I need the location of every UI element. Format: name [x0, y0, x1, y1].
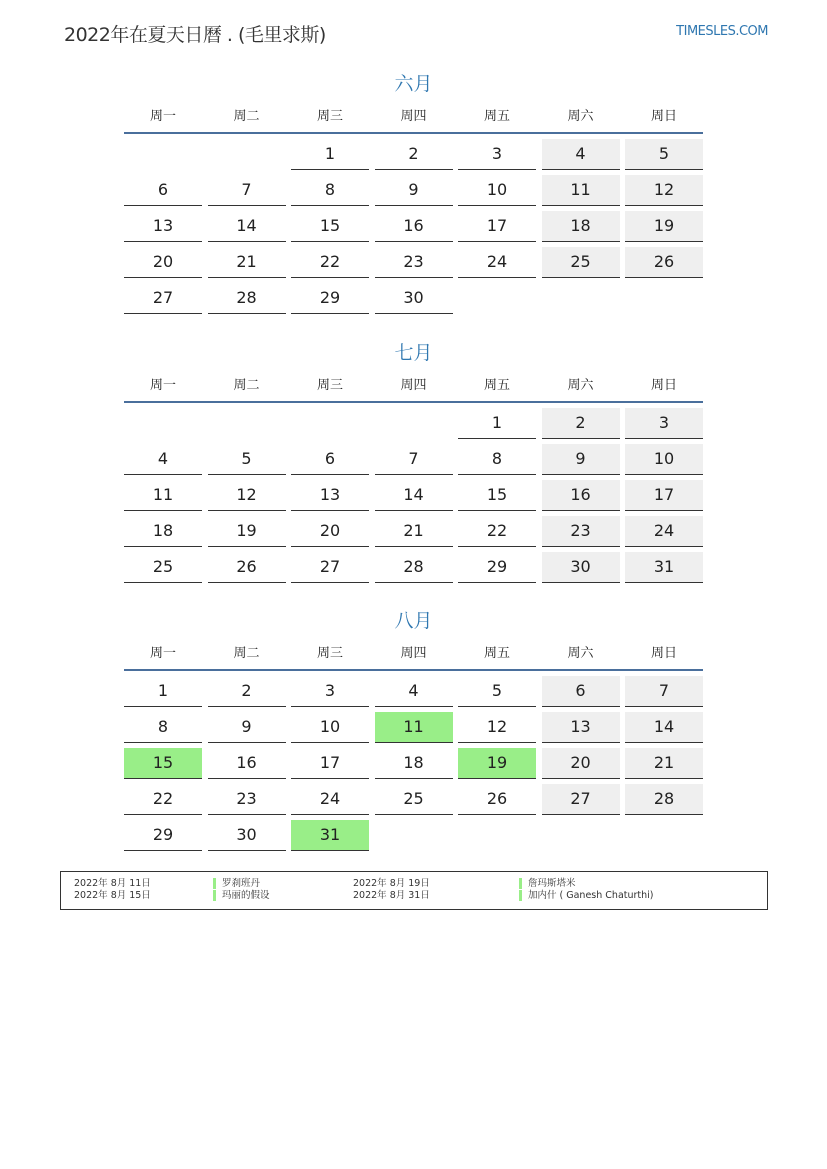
week-row	[124, 444, 703, 475]
legend-date: 2022年 8月 31日	[353, 890, 430, 901]
day-cell[interactable]: 29	[458, 552, 536, 583]
day-cell[interactable]: 17	[291, 748, 369, 779]
day-cell[interactable]: 7	[375, 444, 453, 475]
month-weeks	[124, 676, 703, 851]
weekday-label: 周一	[149, 109, 176, 124]
day-cell[interactable]: 9	[375, 175, 453, 206]
day-cell[interactable]: 10	[291, 712, 369, 743]
day-cell[interactable]: 19	[625, 211, 703, 242]
legend-date: 2022年 8月 11日	[74, 878, 151, 889]
week-row	[124, 820, 703, 851]
day-cell[interactable]: 4	[124, 444, 202, 475]
day-cell[interactable]: 18	[375, 748, 453, 779]
legend-name: 罗刹班丹	[222, 878, 261, 889]
empty-day-cell	[124, 408, 202, 438]
legend-date: 2022年 8月 19日	[353, 878, 430, 889]
weekday-label: 周日	[650, 378, 677, 393]
day-cell[interactable]: 31	[625, 552, 703, 583]
holiday-marker-icon	[519, 890, 522, 901]
weekday-label: 周四	[400, 646, 427, 661]
day-cell[interactable]: 21	[208, 247, 286, 278]
day-cell[interactable]: 14	[375, 480, 453, 511]
day-cell[interactable]: 1	[291, 139, 369, 170]
day-cell[interactable]: 20	[291, 516, 369, 547]
day-cell[interactable]: 20	[124, 247, 202, 278]
weekday-label: 周五	[483, 378, 510, 393]
legend-name: 玛丽的假设	[222, 890, 270, 901]
day-cell[interactable]: 27	[542, 784, 620, 815]
day-cell[interactable]: 21	[625, 748, 703, 779]
day-cell[interactable]: 16	[375, 211, 453, 242]
day-cell[interactable]: 2	[375, 139, 453, 170]
holiday-legend	[60, 871, 768, 910]
weekday-label: 周六	[567, 646, 594, 661]
day-cell[interactable]: 29	[291, 283, 369, 314]
day-cell[interactable]: 5	[625, 139, 703, 170]
day-cell[interactable]: 24	[291, 784, 369, 815]
empty-day-cell	[458, 283, 536, 313]
week-row	[124, 408, 703, 439]
week-row	[124, 139, 703, 170]
empty-day-cell	[542, 283, 620, 313]
week-row	[124, 247, 703, 278]
day-cell[interactable]: 13	[542, 712, 620, 743]
day-cell[interactable]: 4	[542, 139, 620, 170]
month-title: 七月	[394, 342, 433, 364]
day-cell[interactable]: 30	[542, 552, 620, 583]
day-cell[interactable]: 18	[542, 211, 620, 242]
day-cell[interactable]: 1	[124, 676, 202, 707]
legend-name: 詹玛斯塔米	[528, 878, 576, 889]
weekday-label: 周六	[567, 109, 594, 124]
weekday-header	[124, 102, 703, 134]
day-cell[interactable]: 12	[208, 480, 286, 511]
week-row	[124, 552, 703, 583]
day-cell[interactable]: 28	[625, 784, 703, 815]
day-cell[interactable]: 8	[291, 175, 369, 206]
empty-day-cell	[208, 408, 286, 438]
weekday-label: 周日	[650, 646, 677, 661]
weekday-label: 周三	[316, 378, 343, 393]
week-row	[124, 175, 703, 206]
month-title: 六月	[394, 73, 433, 95]
day-cell[interactable]: 7	[625, 676, 703, 707]
day-cell[interactable]: 23	[375, 247, 453, 278]
month-weeks	[124, 139, 703, 314]
day-cell[interactable]: 18	[124, 516, 202, 547]
day-cell[interactable]: 12	[458, 712, 536, 743]
day-cell[interactable]: 2	[208, 676, 286, 707]
empty-day-cell	[291, 408, 369, 438]
day-cell[interactable]: 30	[208, 820, 286, 851]
day-cell[interactable]: 8	[124, 712, 202, 743]
day-cell[interactable]: 30	[375, 283, 453, 314]
day-cell[interactable]: 2	[542, 408, 620, 439]
weekday-label: 周三	[316, 646, 343, 661]
weekday-label: 周五	[483, 646, 510, 661]
page-title: 2022年在夏天日曆 . (毛里求斯)	[64, 24, 326, 46]
week-row	[124, 784, 703, 815]
legend-date: 2022年 8月 15日	[74, 890, 151, 901]
day-cell[interactable]: 20	[542, 748, 620, 779]
day-cell[interactable]: 13	[124, 211, 202, 242]
holiday-marker-icon	[213, 890, 216, 901]
weekday-header	[124, 371, 703, 403]
day-cell[interactable]: 5	[208, 444, 286, 475]
holiday-day-cell[interactable]: 15	[124, 748, 202, 779]
month-weeks	[124, 408, 703, 583]
day-cell[interactable]: 14	[208, 211, 286, 242]
holiday-day-cell[interactable]: 31	[291, 820, 369, 851]
day-cell[interactable]: 6	[291, 444, 369, 475]
day-cell[interactable]: 27	[124, 283, 202, 314]
weekday-label: 周一	[149, 378, 176, 393]
weekday-label: 周二	[233, 378, 260, 393]
empty-day-cell	[625, 820, 703, 850]
day-cell[interactable]: 28	[208, 283, 286, 314]
day-cell[interactable]: 9	[208, 712, 286, 743]
day-cell[interactable]: 25	[124, 552, 202, 583]
day-cell[interactable]: 6	[542, 676, 620, 707]
day-cell[interactable]: 12	[625, 175, 703, 206]
day-cell[interactable]: 16	[542, 480, 620, 511]
day-cell[interactable]: 27	[291, 552, 369, 583]
day-cell[interactable]: 21	[375, 516, 453, 547]
day-cell[interactable]: 14	[625, 712, 703, 743]
day-cell[interactable]: 8	[458, 444, 536, 475]
weekday-label: 周一	[149, 646, 176, 661]
day-cell[interactable]: 23	[208, 784, 286, 815]
day-cell[interactable]: 5	[458, 676, 536, 707]
weekday-label: 周五	[483, 109, 510, 124]
week-row	[124, 480, 703, 511]
day-cell[interactable]: 13	[291, 480, 369, 511]
empty-day-cell	[625, 283, 703, 313]
weekday-label: 周四	[400, 378, 427, 393]
week-row	[124, 283, 703, 314]
empty-day-cell	[375, 820, 453, 850]
day-cell[interactable]: 7	[208, 175, 286, 206]
day-cell[interactable]: 3	[291, 676, 369, 707]
month-block	[124, 339, 703, 588]
day-cell[interactable]: 1	[458, 408, 536, 439]
day-cell[interactable]: 3	[625, 408, 703, 439]
day-cell[interactable]: 3	[458, 139, 536, 170]
site-link[interactable]: TIMESLES.COM	[676, 24, 768, 39]
day-cell[interactable]: 26	[458, 784, 536, 815]
day-cell[interactable]: 10	[625, 444, 703, 475]
month-block	[124, 70, 703, 319]
weekday-label: 周二	[233, 109, 260, 124]
empty-day-cell	[208, 139, 286, 169]
day-cell[interactable]: 9	[542, 444, 620, 475]
empty-day-cell	[375, 408, 453, 438]
month-block	[124, 607, 703, 856]
holiday-marker-icon	[213, 878, 216, 889]
day-cell[interactable]: 29	[124, 820, 202, 851]
day-cell[interactable]: 4	[375, 676, 453, 707]
weekday-label: 周二	[233, 646, 260, 661]
week-row	[124, 748, 703, 779]
day-cell[interactable]: 15	[291, 211, 369, 242]
day-cell[interactable]: 24	[458, 247, 536, 278]
week-row	[124, 712, 703, 743]
day-cell[interactable]: 26	[208, 552, 286, 583]
week-row	[124, 211, 703, 242]
weekday-label: 周四	[400, 109, 427, 124]
holiday-marker-icon	[519, 878, 522, 889]
day-cell[interactable]: 17	[458, 211, 536, 242]
day-cell[interactable]: 28	[375, 552, 453, 583]
week-row	[124, 516, 703, 547]
day-cell[interactable]: 11	[542, 175, 620, 206]
day-cell[interactable]: 25	[375, 784, 453, 815]
empty-day-cell	[124, 139, 202, 169]
day-cell[interactable]: 23	[542, 516, 620, 547]
weekday-header	[124, 639, 703, 671]
holiday-day-cell[interactable]: 11	[375, 712, 453, 743]
day-cell[interactable]: 24	[625, 516, 703, 547]
day-cell[interactable]: 19	[208, 516, 286, 547]
holiday-day-cell[interactable]: 19	[458, 748, 536, 779]
month-title: 八月	[394, 610, 433, 632]
day-cell[interactable]: 10	[458, 175, 536, 206]
day-cell[interactable]: 25	[542, 247, 620, 278]
empty-day-cell	[542, 820, 620, 850]
day-cell[interactable]: 17	[625, 480, 703, 511]
day-cell[interactable]: 22	[291, 247, 369, 278]
weekday-label: 周日	[650, 109, 677, 124]
day-cell[interactable]: 15	[458, 480, 536, 511]
day-cell[interactable]: 22	[458, 516, 536, 547]
day-cell[interactable]: 6	[124, 175, 202, 206]
day-cell[interactable]: 11	[124, 480, 202, 511]
week-row	[124, 676, 703, 707]
weekday-label: 周三	[316, 109, 343, 124]
day-cell[interactable]: 26	[625, 247, 703, 278]
day-cell[interactable]: 16	[208, 748, 286, 779]
day-cell[interactable]: 22	[124, 784, 202, 815]
weekday-label: 周六	[567, 378, 594, 393]
legend-name: 加内什 ( Ganesh Chaturthi)	[528, 890, 654, 901]
empty-day-cell	[458, 820, 536, 850]
